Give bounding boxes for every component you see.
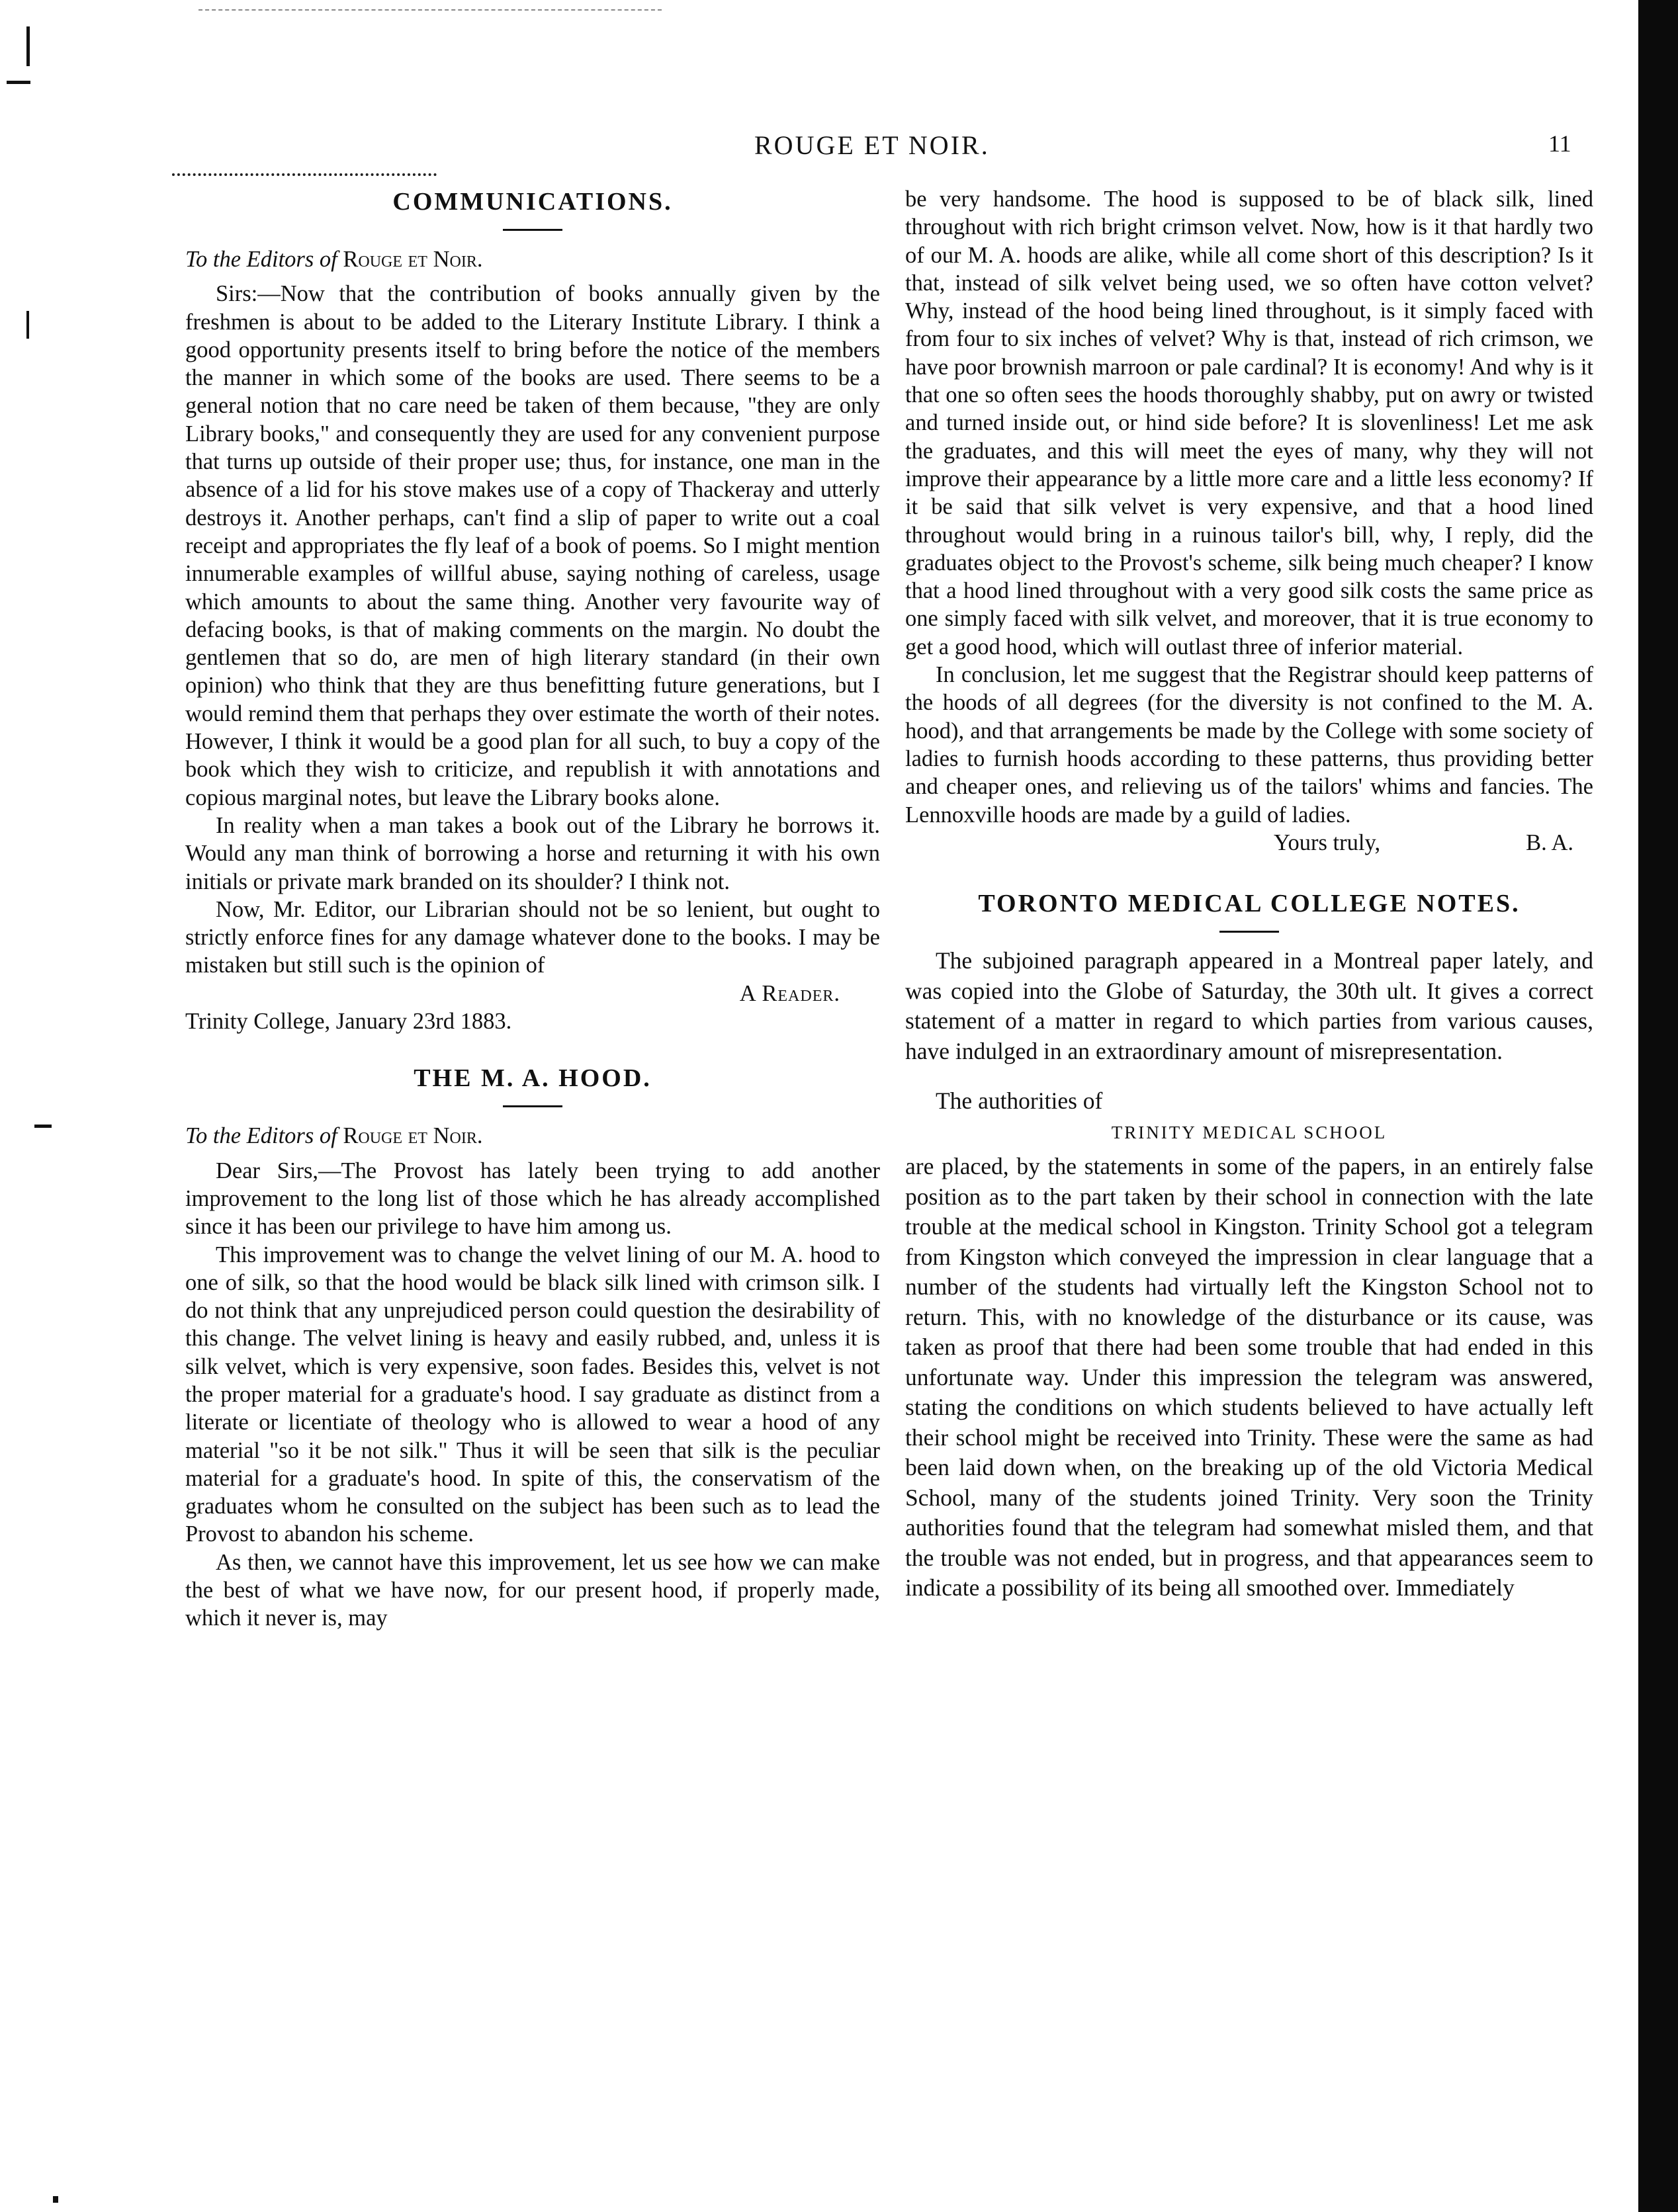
page-number: 11 <box>1548 130 1571 157</box>
paragraph: are placed, by the statements in some of the papers, in an entirely false position as to the part taken by their school in connection with the late trouble at the medical school in Kingston. Trinity School got a telegram from Kingston which conveyed the impression in clear language that a number of the students had virtually left the Kingston School not to return. This, with no knowledge of the disturbance or its cause, was taken as proof that there had been some trouble that had ended in this unfortunate way. Under this impression the telegram was answered, stating the conditions on which students believed to have actually left their school might be received into Trinity. These were the same as had been laid down when, on the breaking up of the old Victoria Medical School, many of the students joined Trinity. Very soon the Trinity authorities found that the telegram had somewhat misled them, and that the trouble was not ended, but in progress, and that appearances seem to indicate a possibility of its being all smoothed over. Immediately <box>905 1153 1593 1601</box>
medical-notes-title: TORONTO MEDICAL COLLEGE NOTES. <box>978 890 1521 918</box>
scan-mark <box>7 81 30 84</box>
closing-text: Yours truly, <box>1274 830 1381 855</box>
paragraph: In conclusion, let me suggest that the Registrar should keep patterns of the hoods of all degrees (for the diversity is not confined to the M. A. hood), and that arrangements be made by the College with some society of ladies to furnish hoods according to these patterns, thus providing better and cheaper ones, and relieving us of the tailors' whims and fancies. The Lennoxville hoods are made by a guild of ladies. <box>905 662 1593 828</box>
scan-mark <box>53 2196 58 2203</box>
closing-signature: B. A. <box>1526 830 1573 855</box>
paragraph: In reality when a man takes a book out of the Library he borrows it. Would any man think of borrowing a horse and returning it with his own initials or private mark branded on its shoulder? I think not. <box>185 812 880 894</box>
running-head: ROUGE ET NOIR. <box>754 130 990 160</box>
authorities-line: The authorities of <box>936 1087 1103 1115</box>
paragraph: The subjoined paragraph appeared in a Montreal paper lately, and was copied into the Globe of Saturday, the 30th ult. It gives a correct statement of a matter in regard to which parties from various causes, have indulged in an extraordinary amount of misrepresentation. <box>905 947 1593 1064</box>
paragraph: Now, Mr. Editor, our Librarian should not be so lenient, but ought to strictly enforce fines for any damage whatever done to the books. I may be mistaken but still such is the opinion of <box>185 896 880 978</box>
school-name: TRINITY MEDICAL SCHOOL <box>1111 1122 1388 1142</box>
scan-mark <box>26 26 30 66</box>
paragraph: This improvement was to change the velvet lining of our M. A. hood to one of silk, so that the hood would be black silk lined with crimson silk. I do not think that any unprejudiced person could question the desirability of this change. The velvet lining is heavy and easily rubbed, and, unless it is silk velvet, which is very expensive, soon fades. Besides this, velvet is not the proper material for a graduate's hood. I say graduate as distinct from a literate or licentiate of theology who is allowed to wear a hood of any material "so it be not silk." Thus it will be seen that silk is the peculiar material for a graduate's hood. In spite of this, the conservatism of the graduates whom he consulted on the subject has been such as to lead the Provost to abandon his scheme. <box>185 1242 880 1547</box>
right-column <box>905 185 1593 1603</box>
scan-mark <box>34 1125 52 1128</box>
salutation-name: Rouge et Noir. <box>343 1123 483 1149</box>
scan-edge-bar <box>1638 0 1678 2212</box>
letter-signature: A Reader. <box>739 980 840 1006</box>
paragraph: Dear Sirs,—The Provost has lately been trying to add another improvement to the long list of those which he has already accomplished since it has been our privilege to have him among us. <box>185 1158 880 1240</box>
left-column <box>185 185 880 1633</box>
title-rule <box>1219 931 1279 933</box>
paragraph: Sirs:—Now that the contribution of books annually given by the freshmen is about to be added to the Literary Institute Library. I think a good opportunity presents itself to bring before the notice of the members the manner in which some of the books are used. There seems to be a general notion that no care need be taken of them because, "they are only Library books," and consequently they are used for any convenient purpose that turns up outside of their proper use; thus, for instance, one man in the absence of a lid for his stove makes use of a copy of Thackeray and utterly destroys it. Another perhaps, can't find a slip of paper to write out a coal receipt and appropriates the fly leaf of a book of poems. So I might mention innumerable examples of willful abuse, saying nothing of careless, usage which amounts to about the same thing. Another very favourite way of defacing books, is that of making comments on the margin. No doubt the gentlemen that so do, are men of high literary standard (in their own opinion) who think that they are thus benefitting future generations, but I would remind them that perhaps they over estimate the worth of their notes. However, I think it would be a good plan for all such, to buy a copy of the book which they wish to criticize, and republish it with annotations and copious marginal notes, but leave the Library books alone. <box>185 281 880 810</box>
paragraph-continued: be very handsome. The hood is supposed to be of black silk, lined throughout with rich bright crimson velvet. Now, how is it that hardly two of our M. A. hoods are alike, while all come short of this description? Is it that, instead of silk velvet being used, we so often have cotton velvet? Why, instead of the hood being lined throughout, is it simply faced with from four to six inches of velvet? Why is that, instead of rich crimson, we have poor brownish marroon or pale cardinal? It is economy! And why is it that one so often sees the hoods thoroughly shabby, put on awry or twisted and turned inside out, or hind side before? It is slovenliness! Let me ask the graduates, and this will meet the eyes of many, why they will not improve their appearance by a little more care and a little less economy? If it be said that silk velvet is very expensive, and that a hood lined throughout would bring in a ruinous tailor's bill, why, I reply, did the graduates object to the Provost's scheme, silk being much cheaper? I know that a hood lined throughout with a very good silk costs the same price as one simply faced with silk velvet, and moreover, that it is true economy to get a good hood, which will outlast three of inferior material. <box>905 187 1593 659</box>
letter-dateline: Trinity College, January 23rd 1883. <box>185 1009 512 1035</box>
letter-closing <box>905 829 1593 857</box>
scan-top-rule <box>199 9 662 11</box>
header-rule <box>172 173 437 176</box>
salutation-prefix: To the Editors of <box>185 1123 337 1149</box>
salutation <box>185 1122 880 1150</box>
title-rule <box>503 229 562 231</box>
ma-hood-title: THE M. A. HOOD. <box>414 1064 652 1093</box>
scan-mark <box>26 311 29 339</box>
salutation-prefix: To the Editors of <box>185 247 337 272</box>
title-rule <box>503 1105 562 1107</box>
medical-notes-body <box>905 946 1593 1603</box>
communications-title: COMMUNICATIONS. <box>392 188 673 216</box>
salutation-name: Rouge et Noir. <box>343 247 483 272</box>
salutation <box>185 245 880 273</box>
paragraph: As then, we cannot have this improvement, let us see how we can make the best of what we have now, for our present hood, if properly made, which it never is, may <box>185 1549 880 1631</box>
